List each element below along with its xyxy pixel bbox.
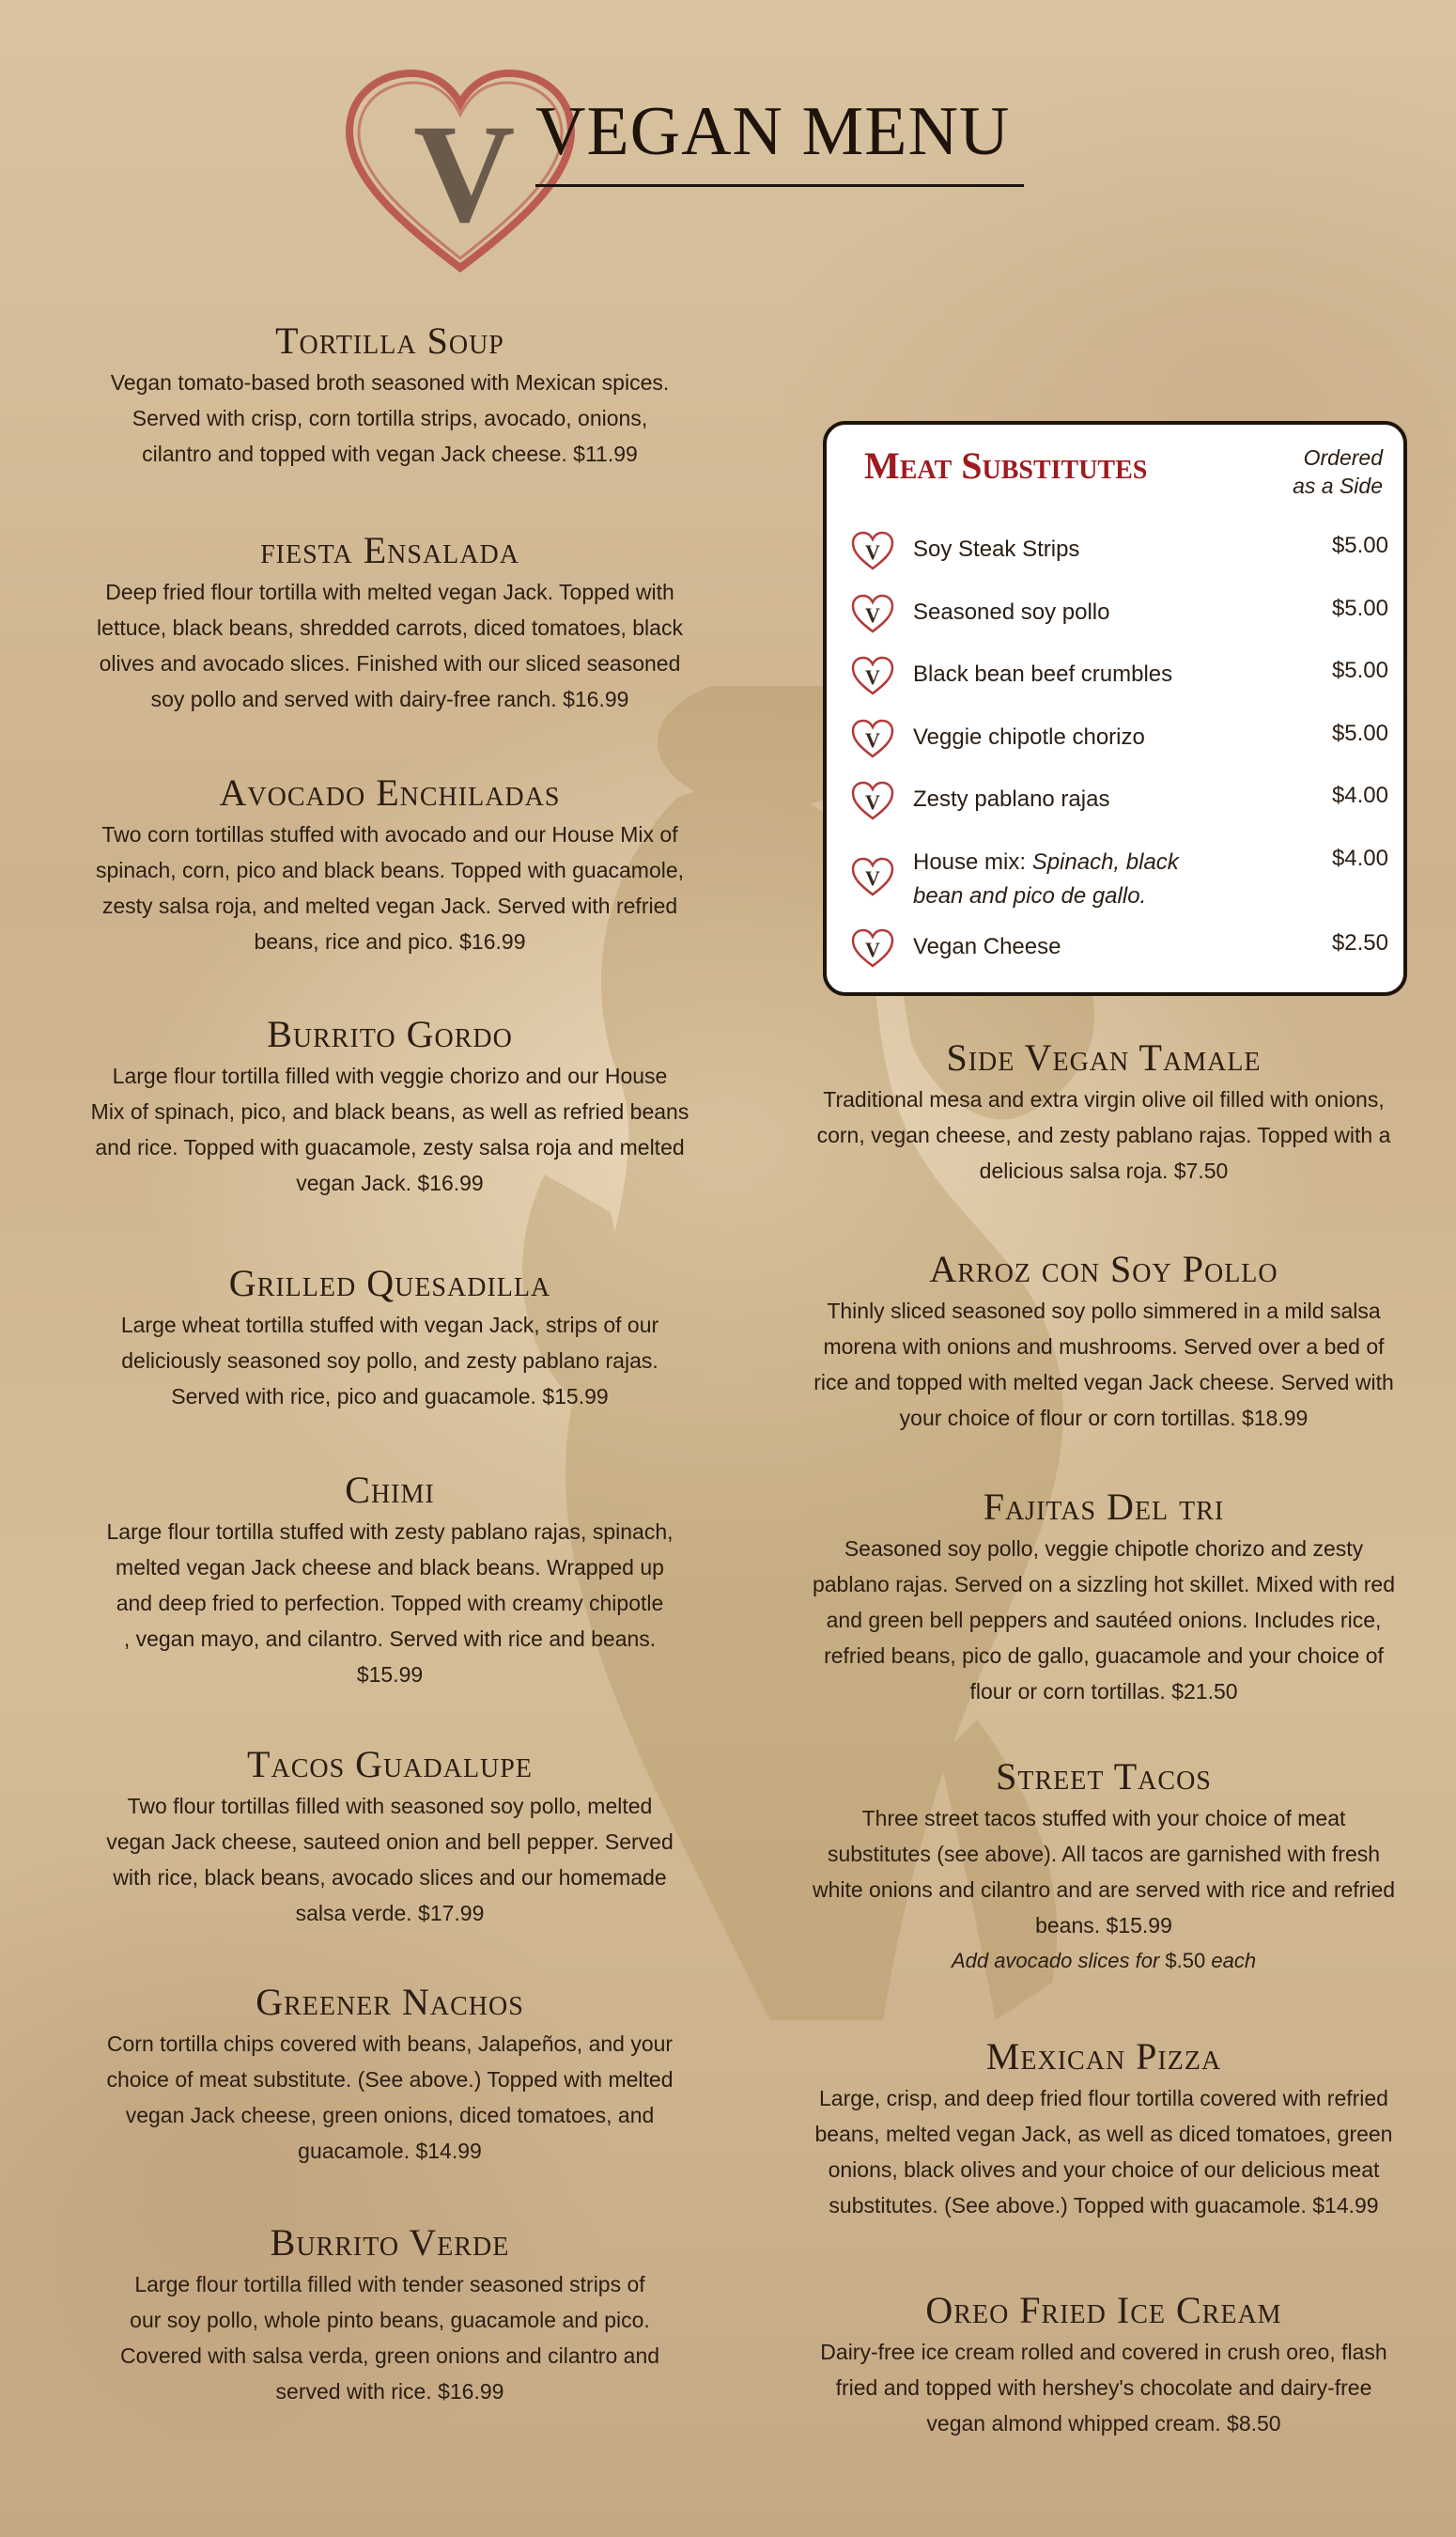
heart-v-icon <box>849 592 896 635</box>
item-title: Tortilla Soup <box>275 319 504 362</box>
svg-text:V: V <box>865 790 880 814</box>
item-title: Avocado Enchiladas <box>219 771 561 814</box>
substitute-label: Zesty pablano rajas <box>913 786 1110 812</box>
substitute-label: Soy Steak Strips <box>913 537 1080 562</box>
item-title: Greener Nachos <box>256 1981 524 2023</box>
substitute-row <box>849 648 1388 705</box>
item-description: Large, crisp, and deep fried flour tortilla covered with refried beans, melted vegan Jack, as well as diced tomatoes, green onions, black olives and your choice of our delicious meat substitutes. (See above.) Topped with guacamole. $14.99 <box>814 2086 1393 2218</box>
item-description: Large wheat tortilla stuffed with vegan Jack, strips of our deliciously seasoned soy pollo, and zesty pablano rajas. Served with rice, pico and guacamole. $15.99 <box>120 1313 659 1409</box>
heart-v-icon <box>849 855 896 898</box>
svg-text:V: V <box>865 603 880 627</box>
svg-text:V: V <box>865 540 880 564</box>
substitute-price: $4.00 <box>1331 783 1388 808</box>
meat-substitutes-panel <box>823 421 1407 996</box>
menu-item-tortilla-soup <box>85 321 695 472</box>
menu-item-greener-nachos <box>85 1983 695 2169</box>
item-description: Two flour tortillas filled with seasoned soy pollo, melted vegan Jack cheese, sauteed onion and bell pepper. Served with rice, black beans, avocado slices and our homemade salsa verde. $17.99 <box>106 1794 674 1925</box>
svg-text:V: V <box>865 866 880 890</box>
substitute-row <box>849 773 1388 830</box>
svg-text:V: V <box>865 665 880 689</box>
substitute-label: Veggie chipotle chorizo <box>913 724 1145 750</box>
item-title: Mexican Pizza <box>985 2035 1222 2078</box>
substitute-label: Seasoned soy pollo <box>913 599 1110 625</box>
substitute-row <box>849 523 1388 580</box>
svg-text:V: V <box>865 728 880 752</box>
menu-item-fiesta-ensalada <box>85 531 695 717</box>
item-description: Large flour tortilla filled with tender seasoned strips of our soy pollo, whole pinto beans, guacamole and pico. Covered with salsa verda, green onions and cilantro and served with rice. $16.99 <box>119 2272 660 2404</box>
heart-v-icon <box>849 717 896 760</box>
item-title: fiesta Ensalada <box>260 529 519 571</box>
avocado-addon-note: Add avocado slices for $.50 each <box>951 1949 1257 1972</box>
item-title: Burrito Verde <box>270 2221 510 2264</box>
menu-item-chimi <box>85 1471 695 1692</box>
menu-item-oreo-fried-ice-cream <box>798 2291 1409 2441</box>
title-underline <box>535 184 1024 187</box>
substitute-price: $5.00 <box>1331 658 1388 683</box>
heart-v-icon <box>849 529 896 572</box>
heart-v-icon <box>849 926 896 970</box>
item-description: Three street tacos stuffed with your choice of meat substitutes (see above). All tacos are garnished with fresh white onions and cilantro and are served with rice and refried beans. $15.99 <box>812 1806 1396 1938</box>
item-description: Corn tortilla chips covered with beans, Jalapeños, and your choice of meat substitute. (See above.) Topped with melted vegan Jack cheese, green onions, diced tomatoes, and guacamole. $14.99 <box>106 2031 674 2163</box>
item-title: Grilled Quesadilla <box>228 1262 551 1304</box>
substitute-label: Black bean beef crumbles <box>913 661 1173 687</box>
item-title: Fajitas Del tri <box>983 1486 1225 1528</box>
item-title: Oreo Fried Ice Cream <box>925 2289 1282 2331</box>
item-description: Two corn tortillas stuffed with avocado and our House Mix of spinach, corn, pico and black beans. Topped with guacamole, zesty salsa roja, and melted vegan Jack. Served with refried beans, rice and pico. $16.99 <box>95 822 685 954</box>
menu-item-grilled-quesadilla <box>85 1264 695 1414</box>
menu-item-avocado-enchiladas <box>85 773 695 959</box>
logo-letter: V <box>413 96 516 252</box>
ordered-as-side-note: Ordered as a Side <box>1293 445 1383 498</box>
menu-item-burrito-gordo <box>85 1015 695 1201</box>
item-description: Thinly sliced seasoned soy pollo simmered in a mild salsa morena with onions and mushrooms. Served over a bed of rice and topped with melted vegan Jack cheese. Served with your choice of flour or corn tortillas. $18.99 <box>813 1299 1394 1430</box>
item-description: Vegan tomato-based broth seasoned with Mexican spices. Served with crisp, corn tortilla strips, avocado, onions, cilantro and topped with vegan Jack cheese. $11.99 <box>110 370 670 466</box>
menu-item-tacos-guadalupe <box>85 1745 695 1931</box>
menu-item-fajitas-del-tri <box>798 1487 1409 1709</box>
substitute-price: $5.00 <box>1331 596 1388 621</box>
heart-v-icon <box>849 779 896 822</box>
menu-item-burrito-verde <box>85 2223 695 2409</box>
substitute-price: $2.50 <box>1331 930 1388 956</box>
substitute-price: $5.00 <box>1331 721 1388 746</box>
item-description: Dairy-free ice cream rolled and covered in crush oreo, flash fried and topped with hershey's chocolate and dairy-free vegan almond whipped cream. $8.50 <box>820 2340 1387 2436</box>
item-description: Traditional mesa and extra virgin olive oil filled with onions, corn, vegan cheese, and zesty pablano rajas. Topped with a delicious salsa roja. $7.50 <box>816 1087 1391 1183</box>
substitute-label: House mix: Spinach, black bean and pico de gallo. <box>913 849 1179 909</box>
menu-header <box>338 66 1052 282</box>
substitute-label: Vegan Cheese <box>913 934 1061 959</box>
substitute-row <box>849 586 1388 643</box>
item-description: Seasoned soy pollo, veggie chipotle chorizo and zesty pablano rajas. Served on a sizzling hot skillet. Mixed with red and green bell peppers and sautéed onions. Includes rice, refried beans, pico de gallo, guacamole and your choice of flour or corn tortillas. $21.50 <box>812 1536 1396 1704</box>
item-title: Chimi <box>345 1469 435 1511</box>
meat-substitutes-title: Meat Substitutes <box>864 444 1148 487</box>
item-title: Tacos Guadalupe <box>247 1743 533 1785</box>
svg-text:V: V <box>865 938 880 961</box>
substitute-price: $5.00 <box>1331 533 1388 558</box>
item-title: Street Tacos <box>996 1755 1212 1798</box>
item-description: Large flour tortilla filled with veggie chorizo and our House Mix of spinach, pico, and black beans, as well as refried beans and rice. Topped with guacamole, zesty salsa roja and melted vegan Jack. $16.99 <box>90 1064 689 1195</box>
item-title: Arroz con Soy Pollo <box>929 1248 1278 1290</box>
menu-item-arroz-con-soy-pollo <box>798 1250 1409 1436</box>
menu-item-mexican-pizza <box>798 2037 1409 2223</box>
item-description: Deep fried flour tortilla with melted vegan Jack. Topped with lettuce, black beans, shredded carrots, diced tomatoes, black olives and avocado slices. Finished with our sliced seasoned soy pollo and served with dairy-free ranch. $16.99 <box>97 580 683 711</box>
heart-v-icon <box>849 654 896 697</box>
substitute-row <box>849 836 1388 911</box>
page-title: VEGAN MENU <box>535 93 1011 170</box>
substitute-row <box>849 711 1388 768</box>
item-description: Large flour tortilla stuffed with zesty pablano rajas, spinach, melted vegan Jack cheese and black beans. Wrapped up and deep fried to perfection. Topped with creamy chipotle , vegan mayo, and cilantro. Served with rice and beans. $15.99 <box>106 1519 674 1687</box>
menu-item-side-vegan-tamale <box>798 1038 1409 1189</box>
substitute-row <box>849 921 1388 977</box>
substitute-price: $4.00 <box>1331 846 1388 871</box>
item-title: Side Vegan Tamale <box>946 1036 1262 1079</box>
item-title: Burrito Gordo <box>267 1013 513 1055</box>
menu-item-street-tacos <box>798 1757 1409 1973</box>
